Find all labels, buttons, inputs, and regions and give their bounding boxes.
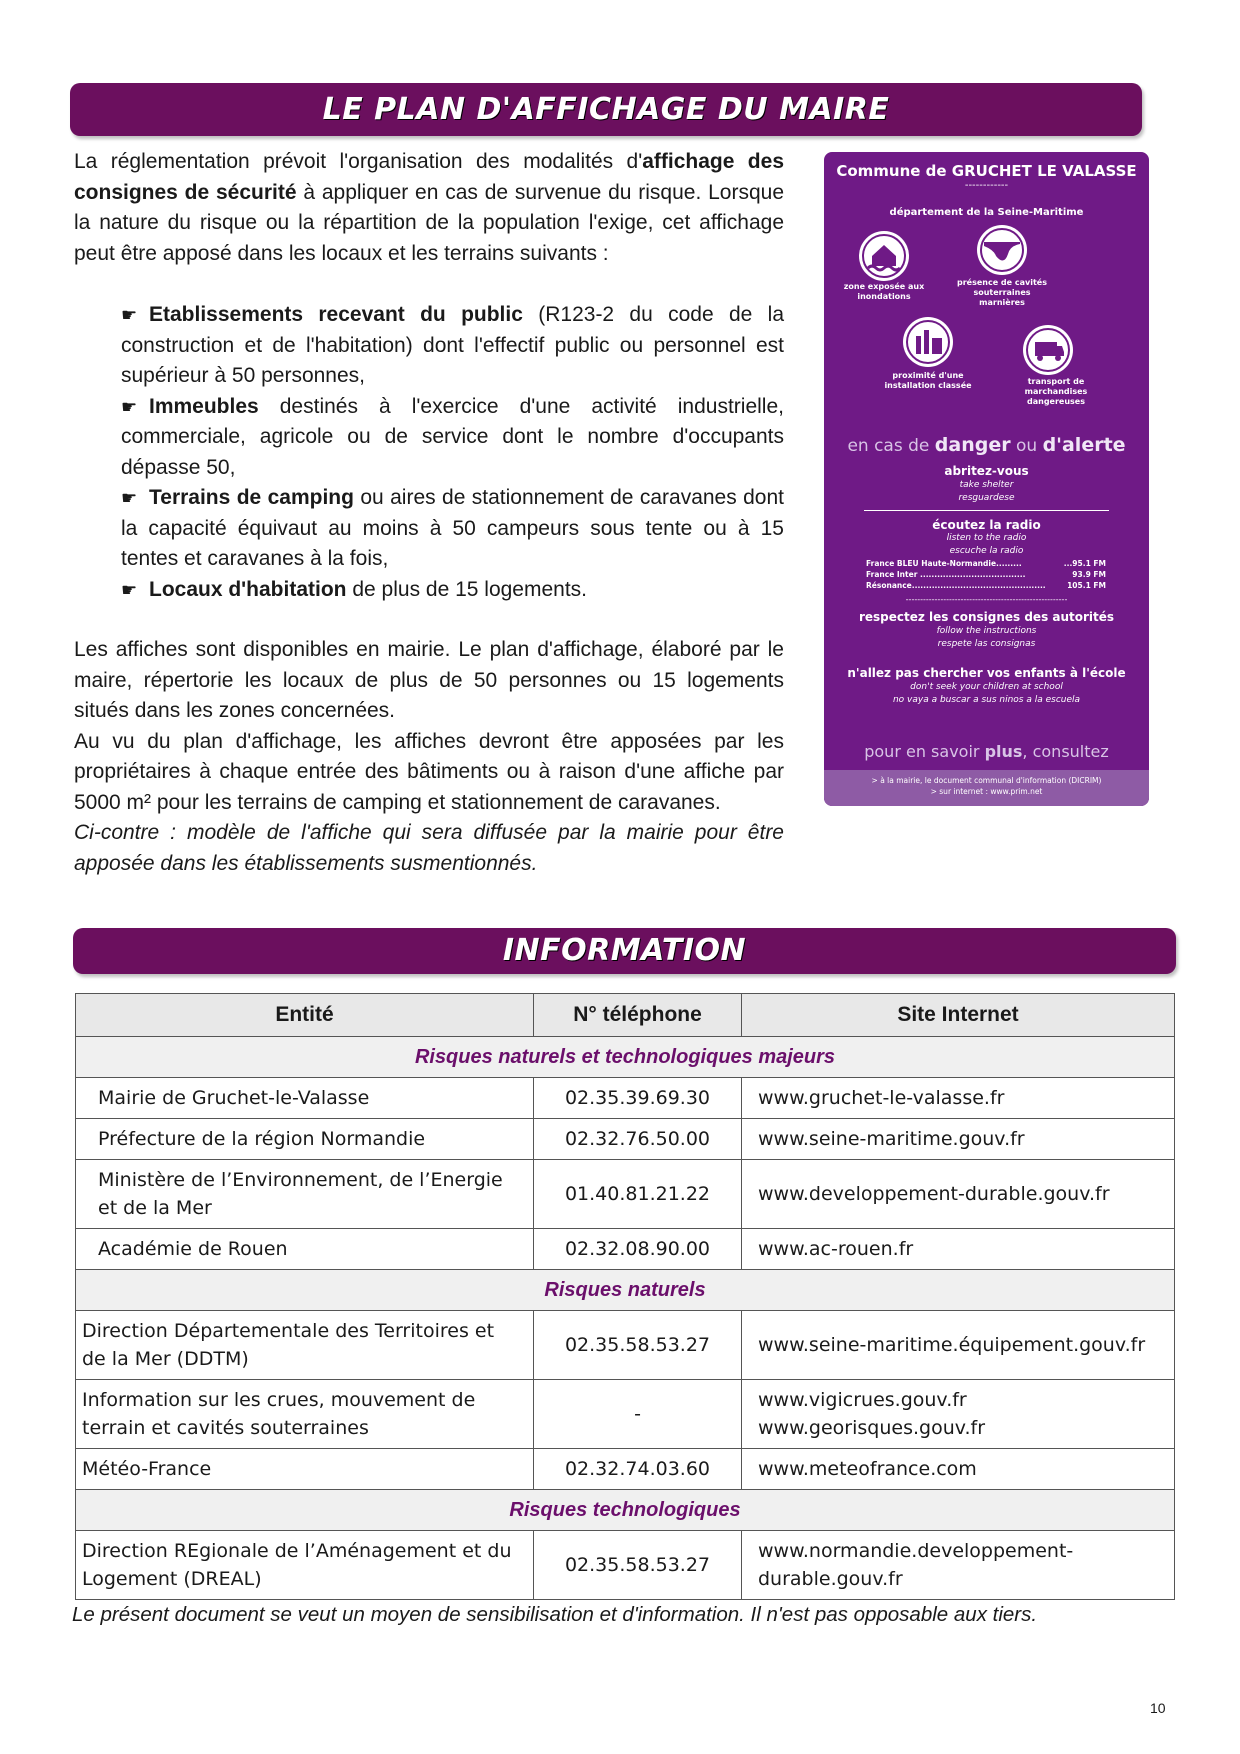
danger-text: ou — [1010, 436, 1043, 456]
poster-footer-line: > à la mairie, le document communal d'information (DICRIM) — [871, 776, 1102, 785]
poster-children-en: don't seek your children at school — [910, 682, 1063, 692]
intro-paragraph — [74, 147, 784, 269]
phone-cell: 02.35.58.53.27 — [534, 1531, 742, 1600]
station-row — [866, 569, 1106, 580]
entity-cell: Information sur les crues, mouvement de terrain et cavités souterraines — [76, 1380, 534, 1449]
column-header-phone: N° téléphone — [534, 994, 742, 1037]
website-cell[interactable]: www.ac-rouen.fr — [742, 1229, 1175, 1270]
entity-cell: Ministère de l’Environnement, de l’Energie et de la Mer — [76, 1160, 534, 1229]
website-cell[interactable]: www.gruchet-le-valasse.fr — [742, 1078, 1175, 1119]
bullet-item — [121, 483, 784, 575]
learn-more-bold: plus — [984, 742, 1023, 761]
table-row — [76, 1449, 1175, 1490]
pointing-hand-icon: ☛ — [121, 488, 138, 508]
station-name: Résonance............................................... — [866, 581, 1046, 590]
section-label: Risques technologiques — [76, 1490, 1175, 1531]
column-header-entity: Entité — [76, 994, 534, 1037]
bullet-item — [121, 575, 784, 606]
bullet-text: (R123-2 du code de la construction et de l'habitation) dont l'effectif public ou personnel est supérieur à 50 personnes, — [121, 303, 785, 387]
website-cell[interactable]: www.normandie.developpement-durable.gouv.fr — [742, 1531, 1175, 1600]
entity-cell: Académie de Rouen — [76, 1229, 534, 1270]
station-name: France Inter ..................................... — [866, 570, 1026, 579]
section-title-information — [73, 928, 1176, 974]
station-freq: ...95.1 FM — [1063, 559, 1106, 568]
table-row — [76, 1078, 1175, 1119]
industrial-site-icon — [900, 314, 956, 370]
poster-commune: Commune de GRUCHET LE VALASSE — [836, 162, 1137, 180]
poster-divider — [864, 510, 1109, 511]
icon-caption: présence de cavités souterraines marnières — [957, 278, 1047, 307]
poster-instructions: respectez les consignes des autorités — [858, 610, 1115, 624]
table-section-row — [76, 1490, 1175, 1531]
cavity-icon — [974, 222, 1030, 278]
phone-cell: 02.32.74.03.60 — [534, 1449, 742, 1490]
danger-text: en cas de — [847, 436, 935, 456]
station-freq: 105.1 FM — [1067, 581, 1106, 590]
contacts-table — [75, 993, 1175, 1600]
poster-footer-line: > sur internet : www.prim.net — [930, 787, 1043, 796]
icon-caption: transport de marchandises dangereuses — [1024, 377, 1088, 406]
station-row — [866, 558, 1106, 569]
website-link[interactable]: www.vigicrues.gouv.fr — [758, 1389, 967, 1411]
table-row — [76, 1311, 1175, 1380]
section-label: Risques naturels — [76, 1270, 1175, 1311]
entity-cell: Mairie de Gruchet-le-Valasse — [76, 1078, 534, 1119]
station-row — [866, 580, 1106, 591]
poster-radio-es: escuche la radio — [949, 546, 1024, 556]
poster-dash-line: -------------------------------------------------------- — [905, 595, 1068, 604]
phone-cell: 02.32.08.90.00 — [534, 1229, 742, 1270]
poster-radio: écoutez la radio — [932, 518, 1041, 532]
phone-cell: 02.32.76.50.00 — [534, 1119, 742, 1160]
icon-caption: proximité d'une installation classée — [884, 371, 972, 390]
outro-paragraph — [74, 635, 784, 879]
hazmat-transport-icon — [1020, 322, 1076, 378]
bullet-item — [121, 392, 784, 484]
table-section-row — [76, 1037, 1175, 1078]
pointing-hand-icon: ☛ — [121, 396, 138, 417]
poster-shelter-en: take shelter — [959, 480, 1014, 490]
table-row — [76, 1380, 1175, 1449]
outro-text-2: Au vu du plan d'affichage, les affiches devront être apposées par les propriétaires à chaque entrée des bâtiments ou à raison d'une affiche par 5000 m² pour les terrains de camping et stationnement de caravanes. — [74, 729, 784, 814]
flood-zone-icon — [856, 228, 912, 284]
website-cell — [742, 1380, 1175, 1449]
intro-bold: affichage des consignes de sécurité — [74, 150, 784, 204]
pointing-hand-icon: ☛ — [121, 579, 138, 600]
entity-cell: Préfecture de la région Normandie — [76, 1119, 534, 1160]
outro-text-1: Les affiches sont disponibles en mairie. Le plan d'affichage, élaboré par le maire, répertorie les locaux de plus de 50 personnes ou 15 logements situés dans les zones concernées. — [74, 638, 784, 722]
pointing-hand-icon: ☛ — [121, 305, 138, 325]
website-link[interactable]: www.georisques.gouv.fr — [758, 1417, 986, 1439]
poster-danger-line — [824, 434, 1149, 456]
learn-more-text: pour en savoir — [864, 742, 985, 761]
phone-cell: 02.35.58.53.27 — [534, 1311, 742, 1380]
bullet-list — [121, 300, 784, 605]
bullet-item — [121, 300, 784, 392]
poster-shelter-es: resguardese — [958, 493, 1015, 503]
table-section-row — [76, 1270, 1175, 1311]
entity-cell: Météo-France — [76, 1449, 534, 1490]
website-cell[interactable]: www.seine-maritime.gouv.fr — [742, 1119, 1175, 1160]
learn-more-text: , consultez — [1022, 742, 1109, 761]
phone-cell: 02.35.39.69.30 — [534, 1078, 742, 1119]
poster-children: n'allez pas chercher vos enfants à l'école — [847, 666, 1126, 680]
intro-text-end: à appliquer en cas de survenue du risque. Lorsque la nature du risque ou la répartition de la population l'exige, cet affichage peut être apposé dans les locaux et les terrains suivants : — [74, 180, 784, 265]
poster-dashes: ------------ — [964, 180, 1009, 191]
bullet-text: destinés à l'exercice d'une activité industrielle, commerciale, agricole ou de service dont le nombre d'occupants dépasse 50, — [121, 394, 784, 479]
table-row — [76, 1119, 1175, 1160]
section-title-text: LE PLAN D'AFFICHAGE DU MAIRE — [322, 92, 890, 127]
table-row — [76, 1531, 1175, 1600]
bullet-bold: Etablissements recevant du public — [149, 303, 523, 326]
poster-department: département de la Seine-Maritime — [889, 207, 1084, 218]
phone-cell: 01.40.81.21.22 — [534, 1160, 742, 1229]
bullet-text: de plus de 15 logements. — [346, 577, 588, 601]
column-header-website: Site Internet — [742, 994, 1175, 1037]
table-row — [76, 1160, 1175, 1229]
section-title-text: INFORMATION — [502, 933, 747, 968]
website-cell[interactable]: www.meteofrance.com — [742, 1449, 1175, 1490]
website-cell[interactable]: www.developpement-durable.gouv.fr — [742, 1160, 1175, 1229]
outro-caption: Ci-contre : modèle de l'affiche qui sera diffusée par la mairie pour être apposée dans les établissements susmentionnés. — [74, 821, 784, 875]
danger-bold: danger — [934, 434, 1011, 456]
poster-radio-en: listen to the radio — [946, 533, 1027, 543]
bullet-text: ou aires de stationnement de caravanes dont la capacité équivaut au moins à 50 campeurs sous tente ou à 15 tentes et caravanes à la fois, — [121, 486, 784, 570]
entity-cell: Direction Départementale des Territoires et de la Mer (DDTM) — [76, 1311, 534, 1380]
entity-cell: Direction REgionale de l’Aménagement et du Logement (DREAL) — [76, 1531, 534, 1600]
poster-footer — [824, 770, 1149, 806]
bullet-bold: Terrains de camping — [149, 486, 354, 509]
bullet-bold: Locaux d'habitation — [149, 577, 347, 601]
website-cell[interactable]: www.seine-maritime.équipement.gouv.fr — [742, 1311, 1175, 1380]
table-row — [76, 1229, 1175, 1270]
table-header-row — [76, 994, 1175, 1037]
phone-cell: - — [534, 1380, 742, 1449]
alert-bold: d'alerte — [1042, 434, 1126, 456]
bullet-bold: Immeubles — [149, 394, 259, 418]
section-label: Risques naturels et technologiques majeurs — [76, 1037, 1175, 1078]
disclaimer-text: Le présent document se veut un moyen de sensibilisation et d'information. Il n'est pas opposable aux tiers. — [72, 1603, 1038, 1626]
icon-caption: zone exposée aux inondations — [843, 282, 925, 301]
page-number: 10 — [1150, 1700, 1166, 1716]
station-freq: 93.9 FM — [1072, 570, 1106, 579]
poster-instructions-es: respete las consignas — [937, 639, 1036, 649]
section-title-plan-affichage — [70, 83, 1142, 136]
station-name: France BLEU Haute-Normandie......... — [866, 559, 1022, 568]
poster-children-es: no vaya a buscar a sus ninos a la escuela — [892, 695, 1081, 705]
poster-instructions-en: follow the instructions — [936, 626, 1037, 636]
poster-stations — [866, 558, 1106, 591]
poster-shelter: abritez-vous — [944, 464, 1029, 478]
poster-learn-more — [824, 742, 1149, 761]
intro-text: La réglementation prévoit l'organisation des modalités d' — [74, 150, 643, 173]
poster-model — [824, 152, 1149, 806]
